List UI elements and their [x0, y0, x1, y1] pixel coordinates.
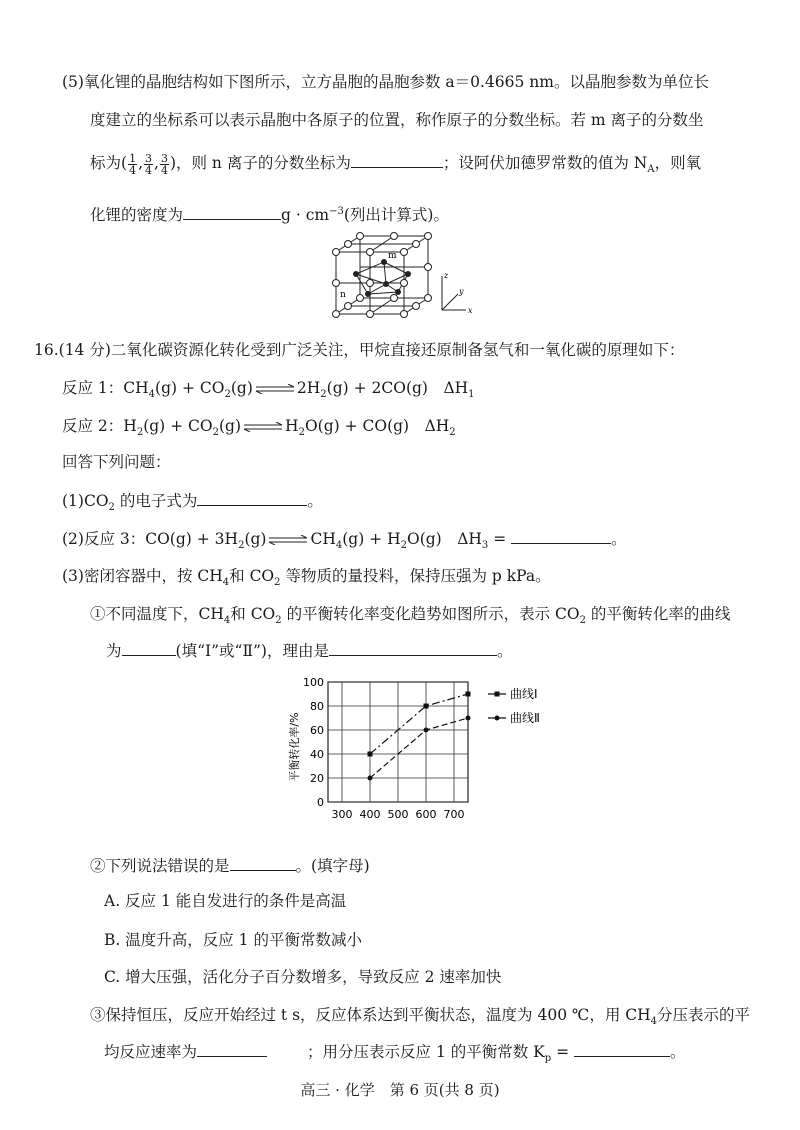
series-2-point-0: [368, 776, 373, 781]
p2-b-sub: 4: [335, 540, 343, 552]
r2-a: 2: [136, 427, 144, 439]
option-a: [104, 891, 346, 911]
answer-prompt-text: 回答下列问题：: [62, 453, 171, 471]
r2-c: 2: [212, 427, 219, 439]
p1-sub: 2: [108, 502, 115, 514]
series-2-point-1: [424, 728, 429, 733]
chart-ylabel: 平衡转化率/%: [288, 712, 301, 782]
y-tick-20: 20: [310, 772, 324, 785]
s1-sub1: 4: [223, 615, 231, 627]
r2-g: O(g) + CO(g) ΔH: [304, 417, 450, 435]
label-m: m: [388, 251, 397, 261]
answer-blank-electron-formula[interactable]: [197, 490, 307, 506]
r1-a: 4: [148, 389, 156, 401]
s3-line2-mid: ；用分压表示反应 1 的平衡常数 K: [307, 1043, 545, 1061]
frac1-den: 4: [129, 163, 137, 177]
label-n: n: [340, 290, 346, 300]
s1-line2-end: 。: [496, 642, 513, 660]
y-tick-100: 100: [303, 676, 324, 689]
conversion-rate-chart: [288, 672, 568, 822]
p3-sub2: 2: [274, 577, 281, 589]
x-tick-300: 300: [331, 808, 353, 821]
axis-y-label: y: [459, 287, 464, 296]
r1-h: 1: [468, 389, 475, 401]
legend-label-1: 曲线Ⅰ: [510, 687, 538, 701]
s2-end: 。(填字母): [295, 857, 370, 875]
x-tick-400: 400: [359, 808, 381, 821]
option-c: [104, 967, 501, 987]
q5-line-4: [90, 202, 449, 225]
chart-ticks: [303, 676, 465, 821]
s3-sub: 4: [650, 1016, 657, 1028]
legend-marker-2: [495, 716, 500, 721]
legend-label-2: 曲线Ⅱ: [510, 711, 540, 725]
fraction-1: [128, 153, 137, 176]
x-tick-600: 600: [415, 808, 437, 821]
part-1: [62, 490, 323, 518]
y-tick-80: 80: [310, 700, 324, 713]
s1-b: 和 CO: [230, 605, 276, 623]
r1-b: (g) + CO: [155, 379, 225, 397]
page-footer: 高三 · 化学 第 6 页(共 8 页): [300, 1081, 500, 1099]
x-tick-500: 500: [387, 808, 409, 821]
r2-d: (g): [219, 417, 242, 435]
sub-1-line-1: [90, 604, 730, 631]
series-1-point-0: [368, 752, 373, 757]
axis-x-label: x: [468, 306, 473, 315]
q16-header: [34, 340, 684, 360]
s1-d: 的平衡转化率的曲线: [585, 605, 731, 623]
frac2-den: 4: [145, 163, 152, 177]
frac3-den: 4: [160, 163, 168, 177]
y-tick-40: 40: [310, 748, 324, 761]
r1-e: 2H: [296, 379, 321, 397]
option-b-text: B. 温度升高，反应 1 的平衡常数减小: [104, 931, 362, 949]
p3-mid: 和 CO: [229, 567, 275, 585]
r2-h: 2: [449, 427, 456, 439]
reaction-1: [62, 378, 475, 405]
equilibrium-arrow-icon: [268, 535, 308, 545]
q5-line3-end: ，则氧: [654, 154, 702, 172]
p2-d-sub: 3: [481, 540, 489, 552]
sub-3-line-1: [90, 1005, 750, 1032]
y-tick-60: 60: [310, 724, 324, 737]
answer-blank-density[interactable]: [183, 204, 281, 220]
q5-line3-mid: )，则 n 离子的分数坐标为: [169, 154, 351, 172]
q5-line3-post: ；设阿伏加德罗常数的值为 N: [442, 154, 648, 172]
p2-mid: (g): [244, 530, 267, 548]
s3-line2-eq: =: [551, 1043, 574, 1061]
r1-c: 2: [224, 389, 231, 401]
series-1-point-2: [466, 692, 471, 697]
axis-z-label: z: [444, 271, 449, 280]
equilibrium-arrow-icon: [243, 422, 283, 432]
p2-d: O(g) ΔH: [406, 530, 482, 548]
s3-line2-pre: 均反应速率为: [104, 1043, 198, 1061]
series-line-1: [370, 694, 468, 754]
s1-a: ①不同温度下，CH: [90, 605, 224, 623]
s1-sub2: 2: [275, 615, 282, 627]
p2-b: CH: [310, 530, 336, 548]
p3-sub1: 4: [222, 577, 230, 589]
p2-e: =: [488, 530, 512, 548]
q5-line4-pre: 化锂的密度为: [90, 206, 184, 225]
s3-line2-sub: p: [544, 1053, 552, 1065]
q5-line3-sub: A: [647, 164, 655, 176]
q5-text-1: (5)氧化锂的晶胞结构如下图所示，立方晶胞的晶胞参数 a＝0.4665 nm。以晶胞参数为单位长: [62, 73, 709, 91]
p2-pre: (2)反应 3：CO(g) + 3H: [62, 530, 239, 548]
chart-series: [368, 692, 471, 781]
option-b: [104, 930, 362, 950]
chart-legend: [488, 686, 540, 725]
r1-f: 2: [320, 389, 327, 401]
answer-blank-kp[interactable]: [574, 1041, 670, 1057]
q16-header-text: 16.(14 分)二氧化碳资源化转化受到广泛关注，甲烷直接还原制备氢气和一氧化碳的原理如下：: [34, 341, 685, 359]
q5-line3-pre: 标为(: [90, 154, 128, 172]
p2-end: 。: [611, 530, 627, 548]
frac2-num: 3: [145, 151, 152, 165]
r1-pre: 反应 1：CH: [62, 379, 149, 397]
p3-pre: (3)密闭容器中，按 CH: [62, 567, 223, 585]
answer-blank-rate[interactable]: [197, 1041, 267, 1057]
answer-blank-wrong-statement[interactable]: [230, 855, 296, 871]
answer-blank-n-coordinate[interactable]: [351, 152, 443, 168]
s1-sub3: 2: [579, 615, 586, 627]
crystal-structure-figure: [328, 230, 478, 322]
p1-post: 的电子式为: [114, 492, 198, 510]
p3-post: 等物质的量投料，保持压强为 p kPa。: [280, 567, 551, 585]
q5-line-1: [62, 72, 709, 92]
r2-pre: 反应 2：H: [62, 417, 137, 435]
fraction-3: [160, 153, 169, 176]
y-tick-0: 0: [317, 796, 324, 809]
s2-text: ②下列说法错误的是: [90, 857, 230, 875]
s3-b: 分压表示的平: [657, 1006, 751, 1024]
sub-3-line-2: [104, 1041, 686, 1069]
r2-f: 2: [298, 427, 305, 439]
r1-d: (g): [230, 379, 253, 397]
s1-line2-pre: 为: [106, 642, 122, 660]
part-3: [62, 566, 551, 593]
option-a-text: A. 反应 1 能自发进行的条件是高温: [104, 892, 347, 910]
equilibrium-arrow-icon: [255, 384, 295, 394]
q5-text-2: 度建立的坐标系可以表示晶胞中各原子的位置，称作原子的分数坐标。若 m 离子的分数坐: [90, 111, 704, 129]
answer-blank-reason[interactable]: [329, 640, 497, 656]
frac3-num: 3: [160, 151, 168, 165]
legend-marker-1: [495, 692, 500, 697]
p1-end: 。: [307, 492, 323, 510]
q5-line4-post: g · cm: [281, 206, 330, 225]
q5-line4-end: (列出计算式)。: [343, 206, 449, 225]
answer-blank-curve[interactable]: [122, 640, 176, 656]
fraction-2: [144, 153, 153, 176]
p2-sub: 2: [238, 540, 245, 552]
series-1-point-1: [424, 704, 429, 709]
reaction-2: [62, 416, 456, 443]
chart-grid: [328, 682, 468, 802]
q5-line4-sup: −3: [329, 206, 344, 217]
series-line-2: [370, 718, 468, 778]
s3-a: ③保持恒压，反应开始经过 t s，反应体系达到平衡状态，温度为 400 ℃，用 CH: [90, 1006, 651, 1024]
p2-c-sub: 2: [400, 540, 407, 552]
part-2: [62, 528, 627, 556]
answer-prompt: [62, 452, 171, 472]
series-2-point-2: [466, 716, 471, 721]
s1-line2-mid: (填“Ⅰ”或“Ⅱ”)，理由是: [175, 642, 329, 660]
q5-line-2: [90, 110, 704, 130]
x-tick-700: 700: [443, 808, 465, 821]
p1-pre: (1)CO: [62, 492, 109, 510]
r1-g: (g) + 2CO(g) ΔH: [326, 379, 469, 397]
s1-c: 的平衡转化率变化趋势如图所示，表示 CO: [281, 605, 580, 623]
sub-2: [90, 855, 370, 876]
q5-line-3: 标为( $\frac{1}{4}$ , $\frac{3}{4}$ , $\frac{3}{4}$ )，则 n 离子的分数坐标为 ；设阿伏加德罗常数的值为 $N_A$，则氧: [90, 151, 702, 177]
frac1-num: 1: [129, 151, 137, 165]
r2-e: H: [285, 417, 299, 435]
p2-c: (g) + H: [342, 530, 401, 548]
option-c-text: C. 增大压强，活化分子百分数增多，导致反应 2 速率加快: [104, 968, 502, 986]
s3-line2-end: 。: [670, 1043, 686, 1061]
r2-b: (g) + CO: [143, 417, 213, 435]
sub-1-line-2: [106, 640, 512, 661]
answer-blank-delta-h3[interactable]: [511, 528, 611, 544]
